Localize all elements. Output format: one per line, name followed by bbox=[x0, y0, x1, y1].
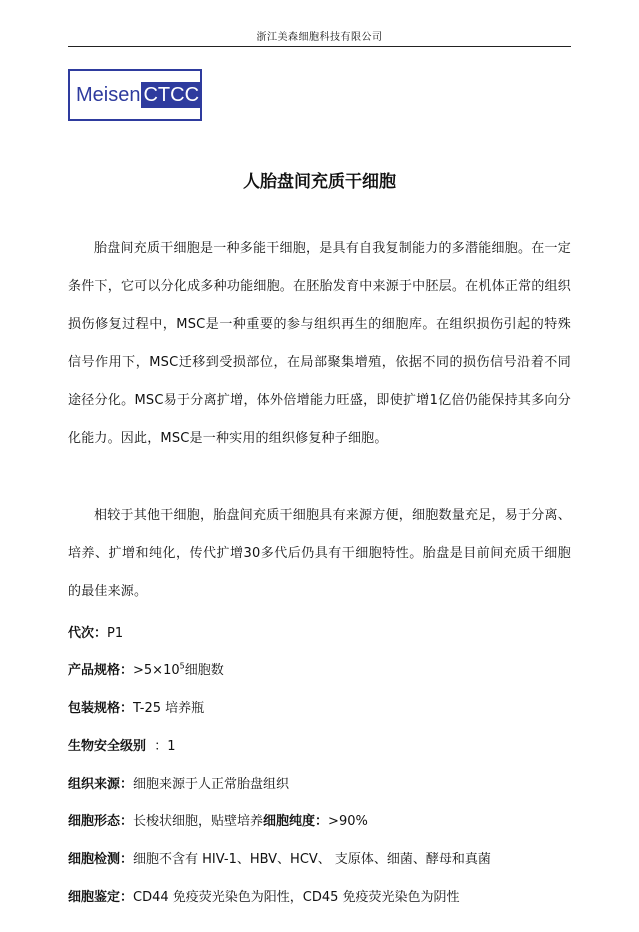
spec-detection-label: 细胞检测： bbox=[68, 852, 134, 867]
spec-product-size-prefix: >5×10 bbox=[133, 663, 180, 678]
spec-purity-value: >90% bbox=[328, 814, 368, 829]
header-company-name: 浙江美森细胞科技有限公司 bbox=[256, 32, 383, 43]
spec-detection bbox=[68, 850, 588, 870]
header-divider bbox=[68, 46, 571, 47]
spec-product-size bbox=[68, 661, 588, 681]
spec-package-label: 包装规格： bbox=[68, 701, 134, 716]
intro-paragraph: 胎盘间充质干细胞是一种多能干细胞，是具有自我复制能力的多潜能细胞。在一定条件下，它可以分化成多种功能细胞。在胚胎发育中来源于中胚层。在机体正常的组织损伤修复过程中，MSC是一种重要的参与组织再生的细胞库。在组织损伤引起的特殊信号作用下，MSC迁移到受损部位，在局部聚集增殖，依据不同的损伤信号沿着不同途径分化。MSC易于分离扩增，体外倍增能力旺盛，即使扩增1亿倍仍能保持其多向分化能力。因此，MSC是一种实用的组织修复种子细胞。 bbox=[68, 241, 571, 446]
spec-identification-value: CD44 免疫荧光染色为阳性，CD45 免疫荧光染色为阴性 bbox=[133, 890, 460, 905]
spec-identification-label: 细胞鉴定： bbox=[68, 890, 134, 905]
spec-morphology bbox=[68, 812, 588, 832]
spec-passage-value: P1 bbox=[107, 626, 124, 641]
spec-passage-label: 代次： bbox=[68, 626, 108, 641]
spec-product-size-suffix: 细胞数 bbox=[184, 663, 224, 678]
spec-biosafety-label: 生物安全级别 bbox=[68, 739, 147, 754]
company-logo bbox=[68, 69, 202, 121]
spec-passage bbox=[68, 624, 588, 644]
spec-product-size-label: 产品规格： bbox=[68, 663, 134, 678]
spec-tissue-source-value: 细胞来源于人正常胎盘组织 bbox=[133, 777, 290, 792]
spec-tissue-source-label: 组织来源： bbox=[68, 777, 134, 792]
spec-biosafety bbox=[68, 737, 588, 757]
document-title: 人胎盘间充质干细胞 bbox=[243, 172, 396, 192]
spec-package bbox=[68, 699, 588, 719]
comparison-paragraph: 相较于其他干细胞，胎盘间充质干细胞具有来源方便，细胞数量充足，易于分离、培养、扩增和纯化，传代扩增30多代后仍具有干细胞特性。胎盘是目前间充质干细胞的最佳来源。 bbox=[68, 508, 571, 599]
logo-meisen-text: Meisen bbox=[76, 84, 141, 106]
spec-identification bbox=[68, 888, 588, 908]
spec-detection-value: 细胞不含有 HIV-1、HBV、HCV、 支原体、细菌、酵母和真菌 bbox=[133, 852, 491, 867]
spec-tissue-source bbox=[68, 775, 588, 795]
spec-purity-label: 细胞纯度： bbox=[263, 814, 329, 829]
spec-product-size-exponent: 5 bbox=[179, 661, 185, 671]
logo-ctcc-text: CTCC bbox=[143, 84, 200, 106]
spec-package-value: T-25 培养瓶 bbox=[133, 701, 205, 716]
spec-biosafety-value: ：1 bbox=[154, 739, 176, 754]
spec-morphology-value: 长梭状细胞，贴壁培养 bbox=[133, 814, 264, 829]
spec-morphology-label: 细胞形态： bbox=[68, 814, 134, 829]
